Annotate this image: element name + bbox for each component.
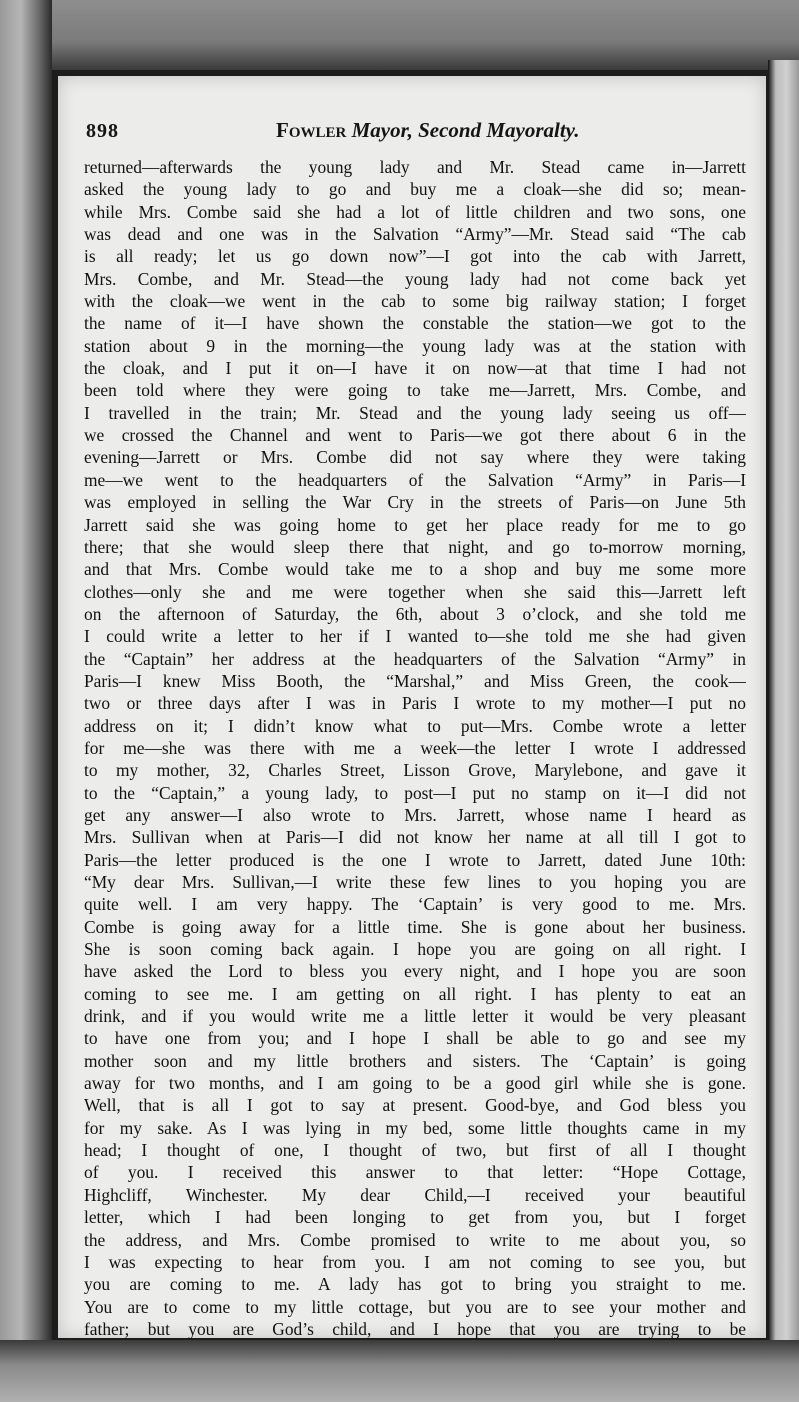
scan-left-page-edge bbox=[0, 0, 52, 1402]
text-line: letter, which I had been longing to get from you, but I forget bbox=[84, 1207, 746, 1228]
text-line: the name of it—I have shown the constable the station—we got to the bbox=[84, 313, 746, 334]
text-line: get any answer—I also wrote to Mrs. Jarrett, whose name I heard as bbox=[84, 804, 746, 825]
text-line: to the “Captain,” a young lady, to post—I put no stamp on it—I did not bbox=[84, 782, 746, 803]
text-line: quite well. I am very happy. The ‘Captain’ is very good to me. Mrs. bbox=[84, 894, 746, 915]
text-line: evening—Jarrett or Mrs. Combe did not say where they were taking bbox=[84, 447, 746, 468]
text-line: been told where they were going to take me—Jarrett, Mrs. Combe, and bbox=[84, 380, 746, 401]
text-line: Highcliff, Winchester. My dear Child,—I received your beautiful bbox=[84, 1184, 746, 1205]
text-line: “My dear Mrs. Sullivan,—I write these few lines to you hoping you are bbox=[84, 872, 746, 892]
text-line: with the cloak—we went in the cab to some big railway station; I forget bbox=[84, 291, 746, 312]
text-line: mother soon and my little brothers and sisters. The ‘Captain’ is going bbox=[84, 1050, 746, 1071]
text-line: is all ready; let us go down now”—I got into the cab with Jarrett, bbox=[84, 246, 746, 267]
text-line: Mrs. Sullivan when at Paris—I did not know her name at all till I got to bbox=[84, 827, 746, 848]
text-line: was employed in selling the War Cry in the streets of Paris—on June 5th bbox=[84, 492, 746, 513]
text-line: while Mrs. Combe said she had a lot of little children and two sons, one bbox=[84, 201, 746, 222]
text-line: You are to come to my little cottage, but you are to see your mother and bbox=[84, 1296, 746, 1317]
page-number: 898 bbox=[86, 120, 119, 142]
text-line: of you. I received this answer to that letter: “Hope Cottage, bbox=[84, 1162, 746, 1183]
scan-top-border bbox=[0, 0, 799, 70]
text-line: for my sake. As I was lying in my bed, some little thoughts came in my bbox=[84, 1117, 746, 1138]
text-line: station about 9 in the morning—the young lady was at the station with bbox=[84, 335, 746, 356]
text-line: father; but you are God’s child, and I hope that you are trying to be bbox=[84, 1318, 746, 1339]
text-line: have asked the Lord to bless you every night, and I hope you are soon bbox=[84, 961, 746, 982]
text-line: away for two months, and I am going to be a good girl while she is gone. bbox=[84, 1073, 746, 1094]
text-line: was dead and one was in the Salvation “Army”—Mr. Stead said “The cab bbox=[84, 224, 746, 245]
text-line: drink, and if you would write me a little letter it would be very pleasant bbox=[84, 1006, 746, 1027]
text-line: there; that she would sleep there that night, and go to-morrow morning, bbox=[84, 536, 746, 557]
text-line: asked the young lady to go and buy me a cloak—she did so; mean- bbox=[84, 179, 746, 200]
page-header bbox=[86, 116, 746, 152]
text-line: the address, and Mrs. Combe promised to write to me about you, so bbox=[84, 1229, 746, 1250]
text-line: Combe is going away for a little time. She is gone about her business. bbox=[84, 916, 746, 937]
running-title-rest: Mayor, Second Mayoralty. bbox=[351, 118, 580, 142]
text-line: returned—afterwards the young lady and Mr. Stead came in—Jarrett bbox=[84, 157, 746, 177]
running-title-name: Fowler bbox=[276, 118, 347, 142]
text-line: head; I thought of one, I thought of two, but first of all I thought bbox=[84, 1140, 746, 1161]
scan-right-page-edge bbox=[768, 60, 799, 1360]
body-text bbox=[84, 156, 746, 1340]
text-line: and that Mrs. Combe would take me to a shop and buy me some more bbox=[84, 559, 746, 580]
text-line: two or three days after I was in Paris I wrote to my mother—I put no bbox=[84, 693, 746, 714]
text-line: the “Captain” her address at the headquarters of the Salvation “Army” in bbox=[84, 648, 746, 669]
text-line: Mrs. Combe, and Mr. Stead—the young lady had not come back yet bbox=[84, 268, 746, 289]
text-line: you are coming to me. A lady has got to bring you straight to me. bbox=[84, 1274, 746, 1295]
text-line: Paris—I knew Miss Booth, the “Marshal,” and Miss Green, the cook— bbox=[84, 670, 746, 691]
text-line: coming to see me. I am getting on all right. I has plenty to eat an bbox=[84, 983, 746, 1004]
text-line: for me—she was there with me a week—the letter I wrote I addressed bbox=[84, 737, 746, 758]
text-line: I could write a letter to her if I wanted to—she told me she had given bbox=[84, 626, 746, 647]
text-line: Jarrett said she was going home to get her place ready for me to go bbox=[84, 514, 746, 535]
text-line: on the afternoon of Saturday, the 6th, about 3 o’clock, and she told me bbox=[84, 603, 746, 624]
text-line: clothes—only she and me were together when she said this—Jarrett left bbox=[84, 581, 746, 602]
running-title bbox=[276, 118, 579, 143]
text-line: I was expecting to hear from you. I am not coming to see you, but bbox=[84, 1251, 746, 1272]
text-line: we crossed the Channel and went to Paris—we got there about 6 in the bbox=[84, 425, 746, 446]
text-line: I travelled in the train; Mr. Stead and the young lady seeing us off— bbox=[84, 402, 746, 423]
text-line: address on it; I didn’t know what to put—Mrs. Combe wrote a letter bbox=[84, 715, 746, 736]
scan-bottom-border bbox=[0, 1340, 799, 1402]
text-line: Well, that is all I got to say at present. Good-bye, and God bless you bbox=[84, 1095, 746, 1116]
text-line: Paris—the letter produced is the one I wrote to Jarrett, dated June 10th: bbox=[84, 849, 746, 870]
text-line: the cloak, and I put it on—I have it on now—at that time I had not bbox=[84, 358, 746, 379]
text-line: She is soon coming back again. I hope you are going on all right. I bbox=[84, 939, 746, 960]
text-line: to my mother, 32, Charles Street, Lisson Grove, Marylebone, and gave it bbox=[84, 760, 746, 781]
text-line: to have one from you; and I hope I shall be able to go and see my bbox=[84, 1028, 746, 1049]
text-line: me—we went to the headquarters of the Salvation “Army” in Paris—I bbox=[84, 469, 746, 490]
